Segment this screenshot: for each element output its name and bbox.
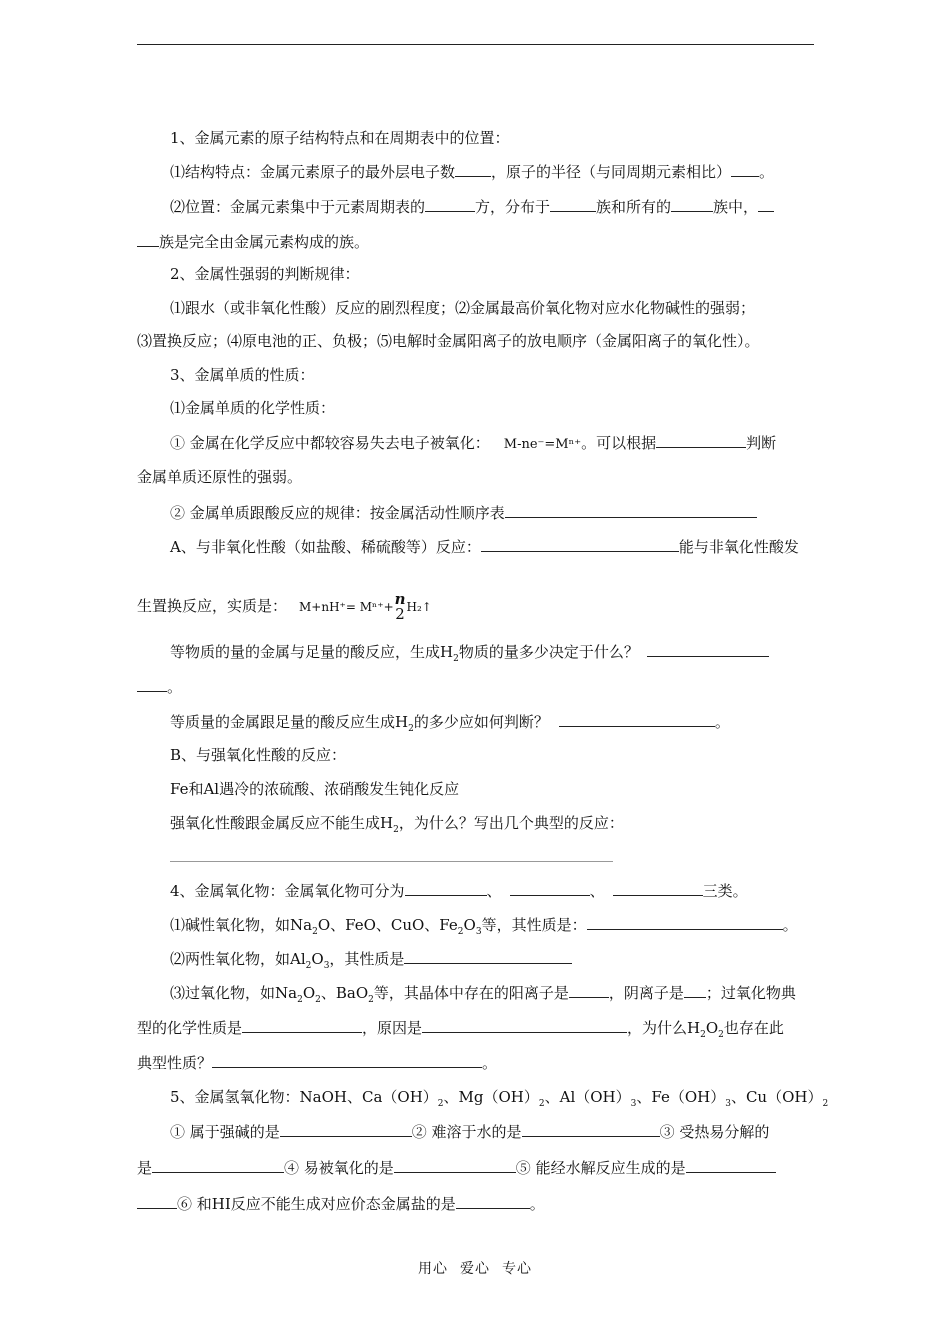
footer-word: 专心 bbox=[502, 1261, 532, 1277]
text: O bbox=[311, 950, 324, 968]
text: 、BaO bbox=[320, 984, 369, 1002]
section-1-title: 1、金属元素的原子结构特点和在周期表中的位置： bbox=[170, 129, 510, 147]
section-3-question-2 bbox=[170, 711, 820, 739]
answer-blank[interactable] bbox=[212, 1052, 482, 1068]
section-2-line-2: ⑶置换反应；⑷原电池的正、负极；⑸电解时金属阳离子的放电顺序（金属阳离子的氧化性）。 bbox=[137, 332, 760, 350]
text: 能与非氧化性酸发 bbox=[678, 538, 799, 556]
subscript: 3 bbox=[630, 1099, 637, 1109]
page-footer bbox=[0, 1258, 950, 1278]
answer-blank[interactable] bbox=[137, 1193, 177, 1209]
text: 4、金属氧化物：金属氧化物可分为 bbox=[170, 882, 405, 900]
text: 典型性质？ bbox=[137, 1054, 213, 1072]
text: ⑴结构特点：金属元素原子的最外层电子数 bbox=[170, 163, 456, 181]
subscript: 2 bbox=[315, 995, 321, 1005]
section-3-item-1 bbox=[170, 432, 820, 455]
section-3-item-2 bbox=[170, 502, 820, 523]
answer-blank[interactable] bbox=[152, 1157, 284, 1173]
section-4-item-1 bbox=[170, 914, 820, 942]
text: ，其性质是 bbox=[329, 950, 405, 968]
fraction bbox=[395, 592, 406, 622]
equation: M-ne⁻=Mⁿ⁺ bbox=[503, 437, 582, 452]
answer-blank[interactable] bbox=[522, 1121, 660, 1137]
answer-blank[interactable] bbox=[404, 948, 572, 964]
text: ① 属于强碱的是 bbox=[170, 1123, 280, 1141]
text: ③ 受热易分解的 bbox=[659, 1123, 770, 1141]
text: 的多少应如何判断？ bbox=[413, 713, 549, 731]
text: 、Fe（OH） bbox=[636, 1088, 726, 1106]
answer-blank[interactable] bbox=[731, 161, 759, 177]
text: 方，分布于 bbox=[475, 198, 551, 216]
text: 。可以根据 bbox=[581, 434, 657, 452]
text: 。 bbox=[782, 916, 798, 934]
section-4-item-3 bbox=[170, 982, 820, 1010]
answer-blank[interactable] bbox=[671, 196, 713, 212]
text: 。 bbox=[482, 1054, 498, 1072]
text: ；过氧化物典 bbox=[705, 984, 796, 1002]
section-4-item-3-cont bbox=[137, 1017, 817, 1045]
equation: M+nH⁺= Mⁿ⁺+ bbox=[299, 600, 394, 614]
answer-blank[interactable] bbox=[137, 231, 159, 247]
text: 生置换反应，实质是： bbox=[137, 597, 288, 615]
answer-blank[interactable] bbox=[422, 1017, 627, 1033]
text: ，原因是 bbox=[362, 1019, 423, 1037]
subscript: 3 bbox=[475, 927, 482, 937]
text: 强氧化性酸跟金属反应不能生成H bbox=[170, 814, 394, 832]
text: 族中， bbox=[713, 198, 759, 216]
section-2-title: 2、金属性强弱的判断规律： bbox=[170, 265, 360, 283]
text: ⑴碱性氧化物，如Na bbox=[170, 916, 313, 934]
subscript: 2 bbox=[312, 927, 318, 937]
answer-blank[interactable] bbox=[505, 502, 757, 518]
subscript: 2 bbox=[305, 961, 312, 971]
answer-blank[interactable] bbox=[405, 880, 487, 896]
answer-blank[interactable] bbox=[394, 1157, 516, 1173]
text: 等质量的金属跟足量的酸反应生成H bbox=[170, 713, 409, 731]
text: 族和所有的 bbox=[596, 198, 672, 216]
answer-line[interactable] bbox=[170, 861, 613, 862]
text: 等，其性质是： bbox=[481, 916, 587, 934]
text: ① 金属在化学反应中都较容易失去电子被氧化： bbox=[170, 434, 490, 452]
subscript: 2 bbox=[538, 1099, 545, 1109]
text: ，为什么H bbox=[627, 1019, 701, 1037]
answer-blank[interactable] bbox=[550, 196, 596, 212]
text: ，为什么？写出几个典型的反应： bbox=[398, 814, 624, 832]
answer-blank[interactable] bbox=[758, 196, 774, 212]
answer-blank[interactable] bbox=[587, 914, 783, 930]
text: 族是完全由金属元素构成的族。 bbox=[159, 233, 370, 251]
section-3-item-A-cont bbox=[137, 586, 817, 627]
section-3-question-1-cont bbox=[137, 676, 817, 697]
subscript: 3 bbox=[725, 1099, 731, 1109]
text: ⑵两性氧化物，如Al bbox=[170, 950, 306, 968]
text: ⑵位置：金属元素集中于元素周期表的 bbox=[170, 198, 426, 216]
text: O bbox=[463, 916, 476, 934]
text: O、FeO、CuO、Fe bbox=[317, 916, 458, 934]
text: ⑶过氧化物，如Na bbox=[170, 984, 298, 1002]
answer-blank[interactable] bbox=[425, 196, 475, 212]
text: 、Mg（OH） bbox=[443, 1088, 539, 1106]
section-4-item-2 bbox=[170, 948, 820, 976]
answer-blank[interactable] bbox=[613, 880, 703, 896]
text: 物质的量多少决定于什么？ bbox=[458, 643, 639, 661]
text: 、 bbox=[486, 882, 502, 900]
text: 等，其晶体中存在的阳离子是 bbox=[373, 984, 569, 1002]
answer-blank[interactable] bbox=[656, 432, 746, 448]
answer-blank[interactable] bbox=[456, 1193, 530, 1209]
subscript: 2 bbox=[718, 1030, 724, 1040]
section-5-title bbox=[170, 1087, 829, 1114]
text: ，阴离子是 bbox=[608, 984, 684, 1002]
section-3-item-B-2 bbox=[170, 813, 820, 840]
section-3-sub-1: ⑴金属单质的化学性质： bbox=[170, 399, 336, 417]
text: O bbox=[302, 984, 316, 1002]
text: 是 bbox=[137, 1159, 153, 1177]
answer-blank[interactable] bbox=[510, 880, 590, 896]
answer-blank[interactable] bbox=[242, 1017, 362, 1033]
text: ，原子的半径（与同周期元素相比） bbox=[491, 163, 732, 181]
subscript: 2 bbox=[297, 995, 303, 1005]
equation: H₂↑ bbox=[406, 600, 432, 614]
answer-blank[interactable] bbox=[569, 982, 609, 998]
subscript: 2 bbox=[453, 654, 459, 664]
answer-blank[interactable] bbox=[137, 676, 167, 692]
text: 、Al（OH） bbox=[544, 1088, 631, 1106]
section-3-item-A bbox=[170, 536, 820, 557]
answer-blank[interactable] bbox=[481, 536, 679, 552]
text: ② 难溶于水的是 bbox=[411, 1123, 522, 1141]
section-3-item-B-1: Fe和Al遇冷的浓硫酸、浓硝酸发生钝化反应 bbox=[170, 780, 460, 798]
section-1-item-2 bbox=[170, 196, 820, 217]
header-rule bbox=[137, 44, 814, 45]
text: 。 bbox=[714, 713, 730, 731]
section-5-line-2 bbox=[137, 1157, 817, 1178]
section-5-line-3 bbox=[137, 1193, 817, 1214]
text: 等物质的量的金属与足量的酸反应，生成H bbox=[170, 643, 454, 661]
section-3-item-B: B、与强氧化性酸的反应： bbox=[170, 746, 347, 764]
denominator: 2 bbox=[395, 605, 405, 623]
section-3-item-1-cont: 金属单质还原性的强弱。 bbox=[137, 468, 303, 486]
text: 、Cu（OH） bbox=[730, 1088, 823, 1106]
text: 判断 bbox=[746, 434, 777, 452]
subscript: 2 bbox=[368, 995, 374, 1005]
numerator: n bbox=[394, 590, 406, 608]
text: 。 bbox=[167, 678, 183, 696]
section-3-question-1 bbox=[170, 641, 820, 669]
text: ② 金属单质跟酸反应的规律：按金属活动性顺序表 bbox=[170, 504, 505, 522]
section-1-item-1 bbox=[170, 161, 820, 182]
text: ⑤ 能经水解反应生成的是 bbox=[515, 1159, 686, 1177]
text: 型的化学性质是 bbox=[137, 1019, 243, 1037]
answer-blank[interactable] bbox=[684, 982, 706, 998]
subscript: 2 bbox=[408, 724, 414, 734]
text: 三类。 bbox=[702, 882, 748, 900]
text: 、 bbox=[589, 882, 605, 900]
section-4-item-3-cont-2 bbox=[137, 1052, 817, 1073]
text: 。 bbox=[759, 163, 775, 181]
text: 。 bbox=[529, 1195, 545, 1213]
subscript: 2 bbox=[437, 1099, 444, 1109]
section-2-line-1: ⑴跟水（或非氧化性酸）反应的剧烈程度；⑵金属最高价氧化物对应水化物碱性的强弱； bbox=[170, 299, 756, 317]
section-3-title: 3、金属单质的性质： bbox=[170, 366, 315, 384]
text: ⑥ 和HI反应不能生成对应价态金属盐的是 bbox=[177, 1195, 456, 1213]
text: O bbox=[705, 1019, 719, 1037]
answer-blank[interactable] bbox=[686, 1157, 776, 1173]
answer-blank[interactable] bbox=[647, 641, 769, 657]
answer-blank[interactable] bbox=[559, 711, 715, 727]
footer-word: 用心 bbox=[418, 1261, 448, 1277]
text: 5、金属氢氧化物：NaOH、Ca（OH） bbox=[170, 1088, 438, 1106]
subscript: 2 bbox=[822, 1099, 829, 1109]
section-5-line-1 bbox=[170, 1121, 820, 1142]
answer-blank[interactable] bbox=[455, 161, 491, 177]
text: ④ 易被氧化的是 bbox=[284, 1159, 394, 1177]
subscript: 2 bbox=[457, 927, 464, 937]
footer-word: 爱心 bbox=[460, 1261, 490, 1277]
subscript: 2 bbox=[700, 1030, 706, 1040]
subscript: 2 bbox=[393, 825, 399, 835]
text: A、与非氧化性酸（如盐酸、稀硫酸等）反应： bbox=[170, 538, 481, 556]
text: 也存在此 bbox=[723, 1019, 784, 1037]
answer-blank[interactable] bbox=[280, 1121, 412, 1137]
subscript: 3 bbox=[323, 961, 330, 971]
section-4-title bbox=[170, 880, 820, 901]
section-1-item-2-cont bbox=[137, 231, 817, 252]
